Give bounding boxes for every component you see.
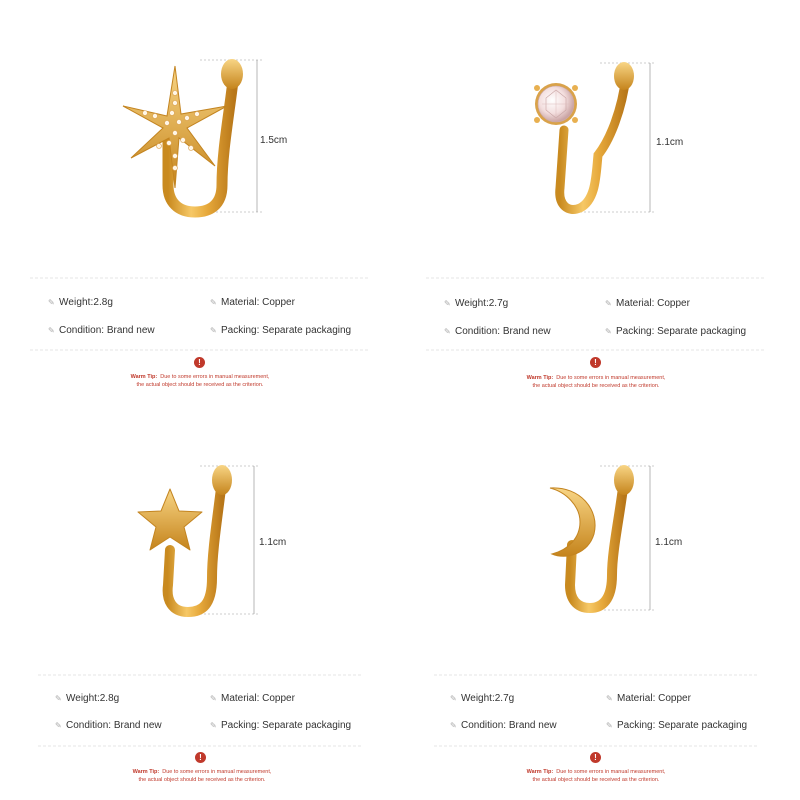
material-value: Copper (262, 297, 295, 308)
material-spec (605, 298, 690, 309)
material-spec (606, 693, 691, 704)
leaf-icon: ✎ (210, 298, 217, 307)
weight-value: 2.7g (488, 298, 509, 309)
condition-spec (48, 325, 155, 336)
warm-tip-line2: the actual object should be received as the criterion. (532, 777, 660, 783)
leaf-icon: ✎ (48, 298, 55, 307)
material-spec (210, 297, 295, 308)
height-measurement: 1.1cm (656, 137, 684, 148)
warning-icon: ! (590, 752, 601, 763)
condition-spec (55, 720, 162, 731)
warm-tip (466, 374, 726, 390)
condition-label: Condition: (66, 720, 112, 731)
condition-value: Brand new (502, 326, 551, 337)
leaf-icon: ✎ (444, 299, 451, 308)
packing-spec (210, 325, 351, 336)
weight-spec (48, 297, 113, 308)
weight-label: Weight: (455, 298, 489, 309)
packing-value: Separate packaging (658, 720, 748, 731)
condition-value: Brand new (106, 325, 155, 336)
weight-value: 2.7g (494, 693, 515, 704)
packing-value: Separate packaging (262, 325, 352, 336)
leaf-icon: ✎ (450, 694, 457, 703)
product-panel-moon (400, 400, 800, 800)
material-value: Copper (262, 693, 295, 704)
height-measurement: 1.5cm (260, 135, 288, 146)
warm-tip-line1: Due to some errors in manual measurement, (556, 769, 666, 775)
material-label: Material: (616, 298, 655, 309)
warm-tip (466, 768, 726, 784)
star-nose-cuff-image (0, 400, 400, 800)
height-measurement: 1.1cm (259, 537, 287, 548)
condition-label: Condition: (461, 720, 507, 731)
warm-tip (72, 768, 332, 784)
material-label: Material: (221, 297, 260, 308)
leaf-icon: ✎ (210, 326, 217, 335)
leaf-icon: ✎ (210, 721, 217, 730)
starburst-nose-cuff-image (0, 0, 400, 400)
material-value: Copper (657, 298, 690, 309)
condition-label: Condition: (59, 325, 105, 336)
weight-value: 2.8g (99, 693, 120, 704)
leaf-icon: ✎ (605, 299, 612, 308)
condition-value: Brand new (113, 720, 162, 731)
packing-spec (606, 720, 747, 731)
weight-spec (55, 693, 119, 704)
leaf-icon: ✎ (55, 694, 62, 703)
packing-label: Packing: (616, 326, 655, 337)
condition-label: Condition: (455, 326, 501, 337)
warm-tip-label: Warm Tip: (526, 769, 554, 775)
product-panel-crystal (400, 0, 800, 400)
condition-spec (450, 720, 557, 731)
weight-spec (444, 298, 508, 309)
leaf-icon: ✎ (48, 326, 55, 335)
warm-tip-line2: the actual object should be received as the criterion. (532, 383, 660, 389)
material-value: Copper (658, 693, 691, 704)
warm-tip-label: Warm Tip: (130, 374, 158, 380)
warning-icon: ! (590, 357, 601, 368)
leaf-icon: ✎ (605, 327, 612, 336)
weight-label: Weight: (461, 693, 495, 704)
warm-tip-label: Warm Tip: (132, 769, 160, 775)
warm-tip-line2: the actual object should be received as the criterion. (138, 777, 266, 783)
warm-tip (70, 373, 330, 389)
packing-label: Packing: (221, 720, 260, 731)
leaf-icon: ✎ (606, 721, 613, 730)
warm-tip-line1: Due to some errors in manual measurement, (162, 769, 272, 775)
moon-nose-cuff-image (400, 400, 800, 800)
condition-value: Brand new (508, 720, 557, 731)
packing-spec (210, 720, 351, 731)
weight-value: 2.8g (93, 297, 113, 308)
weight-spec (450, 693, 514, 704)
warm-tip-label: Warm Tip: (526, 375, 554, 381)
packing-value: Separate packaging (262, 720, 352, 731)
material-label: Material: (617, 693, 656, 704)
leaf-icon: ✎ (450, 721, 457, 730)
warning-icon: ! (194, 357, 205, 368)
warm-tip-line2: the actual object should be received as the criterion. (136, 382, 264, 388)
packing-value: Separate packaging (657, 326, 747, 337)
condition-spec (444, 326, 551, 337)
warning-icon: ! (195, 752, 206, 763)
packing-label: Packing: (221, 325, 260, 336)
warm-tip-line1: Due to some errors in manual measurement, (556, 375, 666, 381)
leaf-icon: ✎ (55, 721, 62, 730)
material-spec (210, 693, 295, 704)
packing-spec (605, 326, 746, 337)
height-measurement: 1.1cm (655, 537, 683, 548)
product-panel-star (0, 400, 400, 800)
leaf-icon: ✎ (444, 327, 451, 336)
warm-tip-line1: Due to some errors in manual measurement, (160, 374, 270, 380)
product-panel-starburst (0, 0, 400, 400)
leaf-icon: ✎ (210, 694, 217, 703)
material-label: Material: (221, 693, 260, 704)
crystal-nose-cuff-image (400, 0, 800, 400)
weight-label: Weight: (66, 693, 100, 704)
leaf-icon: ✎ (606, 694, 613, 703)
packing-label: Packing: (617, 720, 656, 731)
weight-label: Weight: (59, 297, 94, 308)
